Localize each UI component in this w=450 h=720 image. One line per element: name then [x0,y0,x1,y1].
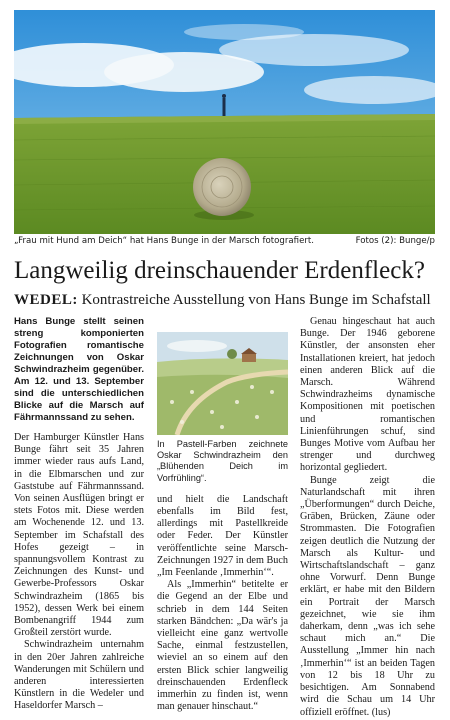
dateline-place: WEDEL: [14,292,78,308]
body-paragraph: Als „Immerhin“ betitelte er die Gegend an der Elbe und schrieb in dem 144 Seiten starken Bändchen: „Da wär's ja vielleicht eine ganz wertvolle Sache, einmal festzustellen, wieviel an so einem auf den ersten Blick schier langweilig dreinschauenden Erdenfleck immerhin zu finden ist, wenn man genauer hinschaut.“ [157,579,288,713]
teaser: Hans Bunge stellt seinen streng komponierten Fotografien romantische Zeichnungen von Oskar Schwindrazheim gegenüber. Am 12. und 13. September sind die unterschiedlichen Blicke auf die Marsch auf Fährmannssand zu sehen. [14,316,144,423]
column-3 [300,316,435,719]
dike-hay-bale-image [14,10,435,234]
body-paragraph: Genau hingeschaut hat auch Bunge. Der 1946 geborene Künstler, der ansonsten eher Installationen kreiert, hat jedoch einen anderen Blick auf die Marsch. Während Schwindrazheims dynamische Kompositionen mit poetischen und romantischen Linienführungen schuf, sind Bunges Motive vom Aufbau her strenger und durchweg horizontal gegliedert. [300,316,435,474]
body-paragraph: und hielt die Landschaft ebenfalls im Bild fest, allerdings mit Pastellkreide oder Feder. Der Künstler veröffentlichte seine Marsch-Zeichnungen 1927 in dem Buch „Im Feenlande ‚Immerhin‘“. [157,493,288,579]
body-paragraph: Schwindrazheim unternahm in den 20er Jahren zahlreiche Wanderungen mit Schülern und anderen interessierten Künstlern in die Wedeler und Haseldorfer Marsch – [14,639,144,712]
inset-caption: In Pastell-Farben zeichnete Oskar Schwindrazheim den „Blühenden Deich im Vorfrühling“. [157,439,288,483]
caption-text: „Frau mit Hund am Deich“ hat Hans Bunge in der Marsch fotografiert. [14,236,314,246]
headline: Langweilig dreinschauender Erdenfleck? [14,257,425,284]
photo-caption [14,236,435,249]
pastel-drawing-image [157,332,288,435]
photo-credit: Fotos (2): Bunge/p [355,236,435,246]
inset-drawing [157,332,288,435]
column-2 [157,316,288,713]
column-1 [14,316,144,713]
subheadline-text: Kontrastreiche Ausstellung von Hans Bunge im Schafstall [77,292,431,308]
body-paragraph: Der Hamburger Künstler Hans Bunge fährt seit 35 Jahren immer wieder raus aufs Land, in die Elbmarschen und zur Gaststube auf Fährmannssand. Von seinen Ausflügen bringt er stets Fotos mit. Diese werden am Wochenende 12. und 13. September im Schafstall des Hofes gezeigt – in spannungsvollem Kontrast zu Zeichnungen des Kunst- und Gewerbe-Professors Oskar Schwindrazheim (1865 bis 1952), dessen Werk bei einem Bombenangriff 1944 zum Großteil zerstört wurde. [14,432,144,639]
main-photo [14,10,435,234]
body-paragraph: Bunge zeigt die Naturlandschaft mit ihren „Überformungen“ durch Deiche, Gräben, Brücken, Zäune oder Strommasten. Die Fotografien zeigen deutlich die Nutzung der Marsch als Kultur- und Wirtschaftslandschaft – ganz ohne Vorwurf. Denn Bunge erklärt, er habe mit den Bildern ein Portrait der Marsch gezeichnet, wie sie ihm daherkam, denn „was ich sehe schaut mich an.“ Die Ausstellung „Immer hin nach ‚Immerhin‘“ ist an beiden Tagen von 12 bis 18 Uhr zu besichtigen. Am Sonnabend wird die Schau um 14 Uhr offiziell eröffnet. (lus) [300,474,435,718]
subheadline [14,291,444,310]
